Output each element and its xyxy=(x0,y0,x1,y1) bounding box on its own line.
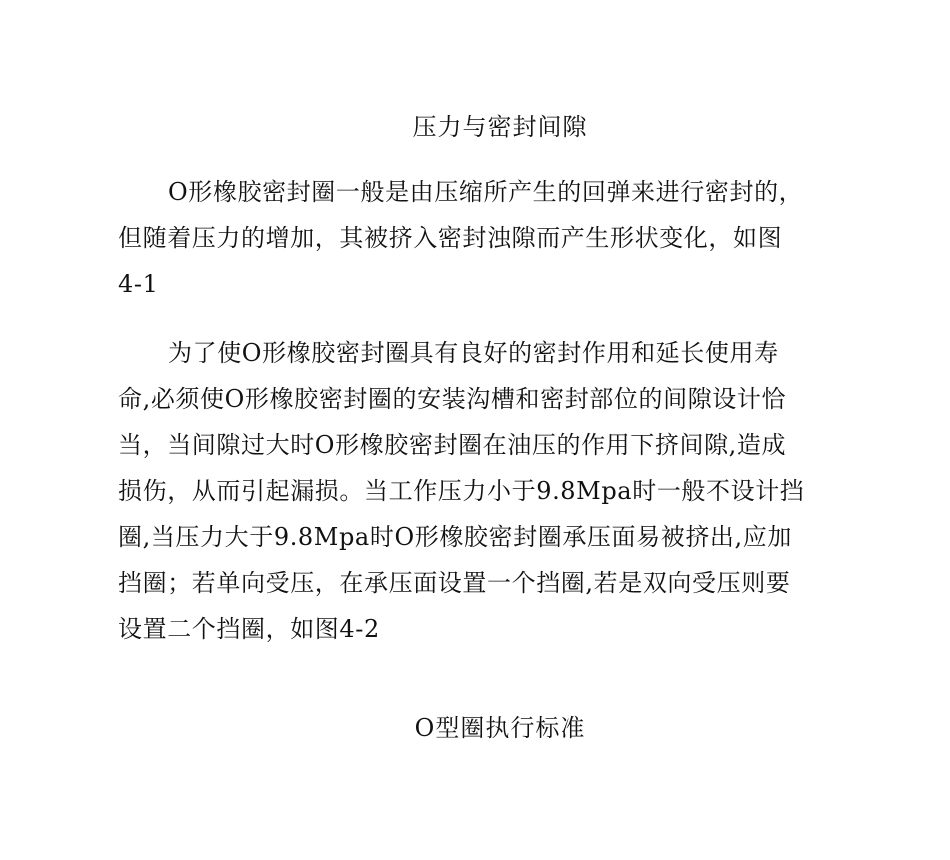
paragraph-line: 设置二个挡圈，如图4-2 xyxy=(118,615,380,643)
section-heading-pressure-seal-gap: 压力与密封间隙 xyxy=(412,113,588,141)
paragraph-line: 圈,当压力大于9.8Mpa时O形橡胶密封圈承压面易被挤出,应加 xyxy=(118,523,792,551)
paragraph-line: 4-1 xyxy=(118,270,159,298)
paragraph-line: 命,必须使O形橡胶密封圈的安装沟槽和密封部位的间隙设计恰 xyxy=(118,385,787,413)
paragraph-line: O形橡胶密封圈一般是由压缩所产生的回弹来进行密封的， xyxy=(168,178,804,206)
paragraph-line: 为了使O形橡胶密封圈具有良好的密封作用和延长使用寿 xyxy=(168,339,779,367)
paragraph-backup-ring xyxy=(118,330,830,652)
paragraph-line: 挡圈；若单向受压，在承压面设置一个挡圈,若是双向受压则要 xyxy=(118,569,791,597)
paragraph-pressure xyxy=(118,169,830,307)
section-heading-o-ring-standard: O型圈执行标准 xyxy=(414,714,586,742)
paragraph-line: 但随着压力的增加，其被挤入密封浊隙而产生形状变化，如图 xyxy=(118,224,783,252)
paragraph-line: 当，当间隙过大时O形橡胶密封圈在油压的作用下挤间隙,造成 xyxy=(118,431,787,459)
paragraph-line: 损伤，从而引起漏损。当工作压力小于9.8Mpa时一般不设计挡 xyxy=(118,477,805,505)
